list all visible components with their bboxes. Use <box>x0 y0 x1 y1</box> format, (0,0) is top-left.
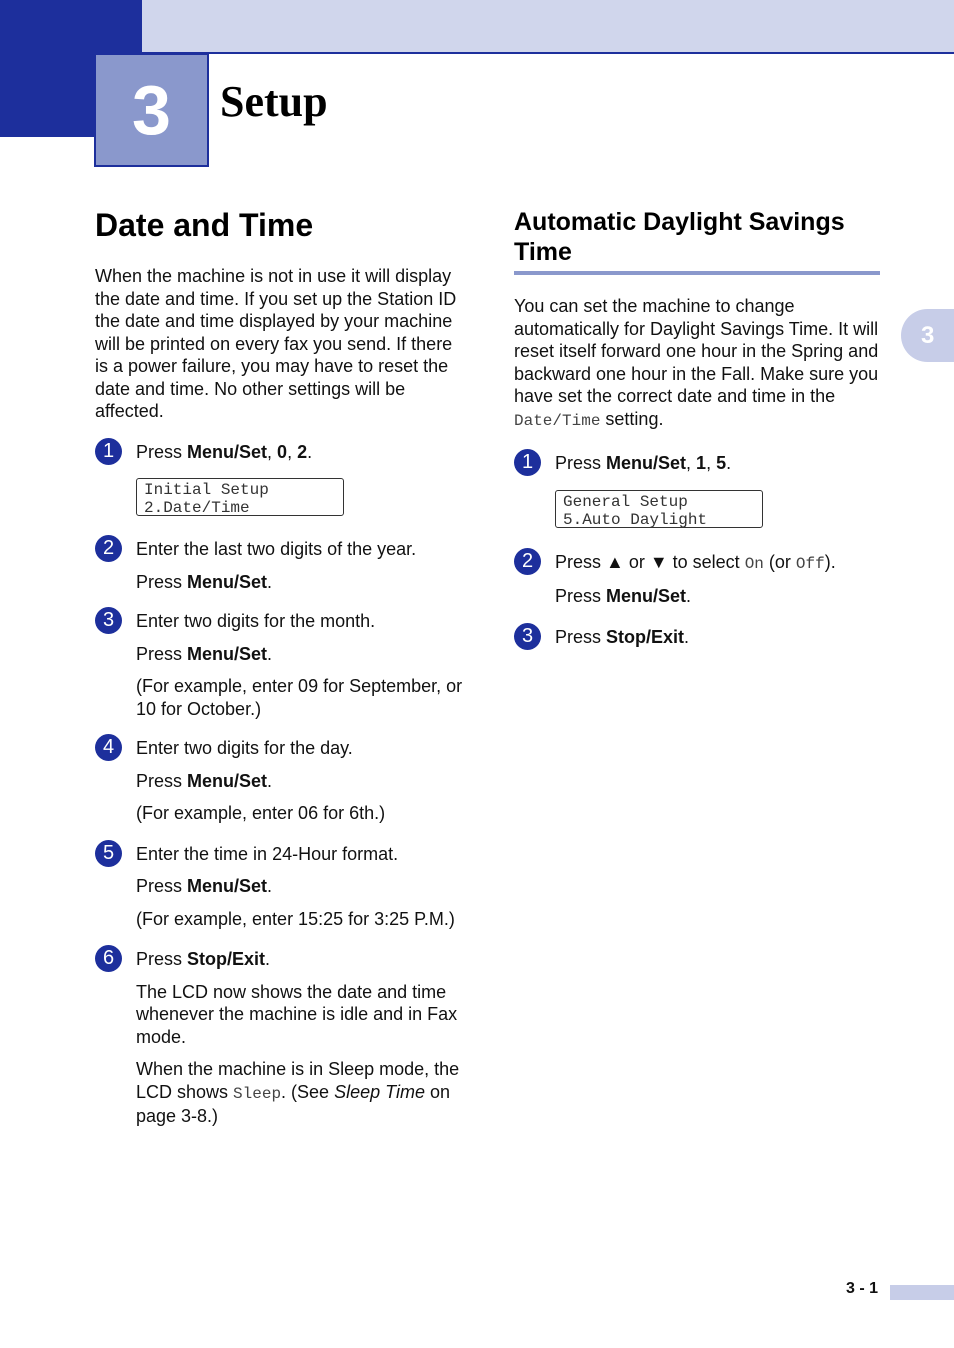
step-press: Press Menu/Set. <box>136 643 273 664</box>
step-2 <box>514 551 884 608</box>
step-note: (For example, enter 15:25 for 3:25 P.M.) <box>136 908 455 929</box>
step-instruction: Press Menu/Set, 1, 5. <box>555 453 732 473</box>
section-heading-daylight-savings: Automatic Daylight Savings Time <box>514 207 880 275</box>
step-6 <box>95 948 470 1128</box>
page-number-bar <box>890 1285 954 1300</box>
step-instruction: Enter the last two digits of the year. <box>136 539 417 559</box>
lcd-line-1: Initial Setup <box>144 481 269 499</box>
step-note-sleep: When the machine is in Sleep mode, the LCD shows Sleep. (See Sleep Time on page 3-8.) <box>136 1059 460 1126</box>
right-column <box>514 207 884 648</box>
step-press: Press Stop/Exit. <box>555 626 690 647</box>
step-press: Press Menu/Set. <box>555 586 692 606</box>
header-light-band <box>142 0 954 54</box>
chapter-number: 3 <box>132 71 171 149</box>
step-1 <box>514 452 884 528</box>
step-note: (For example, enter 06 for 6th.) <box>136 803 386 823</box>
step-press: Press Menu/Set. <box>136 571 273 592</box>
step-number-badge: 1 <box>95 438 122 465</box>
step-press: Press Menu/Set. <box>136 876 273 896</box>
step-number-badge: 4 <box>95 734 122 761</box>
step-number-badge: 5 <box>95 840 122 867</box>
step-instruction: Enter two digits for the day. <box>136 738 353 758</box>
step-instruction: Enter two digits for the month. <box>136 611 376 631</box>
step-note: The LCD now shows the date and time whenever the machine is idle and in Fax mode. <box>136 981 458 1047</box>
step-number-badge: 2 <box>95 535 122 562</box>
lcd-line-2: 2.Date/Time <box>144 499 250 517</box>
step-3 <box>95 610 470 720</box>
chapter-number-box <box>94 53 209 167</box>
step-instruction: Press Menu/Set, 0, 2. <box>136 441 313 462</box>
section-heading-date-time: Date and Time <box>95 207 314 243</box>
step-press: Press Stop/Exit. <box>136 949 271 969</box>
step-1 <box>95 441 470 517</box>
lcd-line-2: 5.Auto Daylight <box>563 510 708 529</box>
step-number-badge: 3 <box>514 623 541 650</box>
step-note: (For example, enter 09 for September, or 10 for October.) <box>136 676 463 719</box>
daylight-intro: You can set the machine to change automatically for Daylight Savings Time. It will reset itself forward one hour in the Spring and backward one hour in the Fall. Make sure you have set the correct date and time in the Date/Time setting. <box>514 296 879 430</box>
step-4 <box>95 737 470 825</box>
side-tab-label: 3 <box>921 321 935 349</box>
step-number-badge: 1 <box>514 449 541 476</box>
step-instruction: Enter the time in 24-Hour format. <box>136 843 399 864</box>
date-time-intro: When the machine is not in use it will display the date and time. If you set up the Station ID the date and time displayed by your machine will be printed on every fax you send. If there is a power failure, you may have to reset the date and time. No other settings will be affected. <box>95 266 457 421</box>
step-press: Press Menu/Set. <box>136 770 273 791</box>
step-3 <box>514 626 884 649</box>
lcd-display <box>555 490 763 528</box>
step-number-badge: 2 <box>514 548 541 575</box>
lcd-line-1: General Setup <box>563 492 688 511</box>
step-2 <box>95 538 470 593</box>
lcd-display <box>136 478 344 516</box>
step-instruction: Press ▲ or ▼ to select On (or Off). <box>555 551 836 573</box>
chapter-side-tab <box>901 309 954 362</box>
step-5 <box>95 843 470 931</box>
page-number: 3 - 1 <box>846 1280 879 1297</box>
step-number-badge: 3 <box>95 607 122 634</box>
left-column <box>95 205 470 1128</box>
step-number-badge: 6 <box>95 945 122 972</box>
chapter-title: Setup <box>220 77 328 126</box>
